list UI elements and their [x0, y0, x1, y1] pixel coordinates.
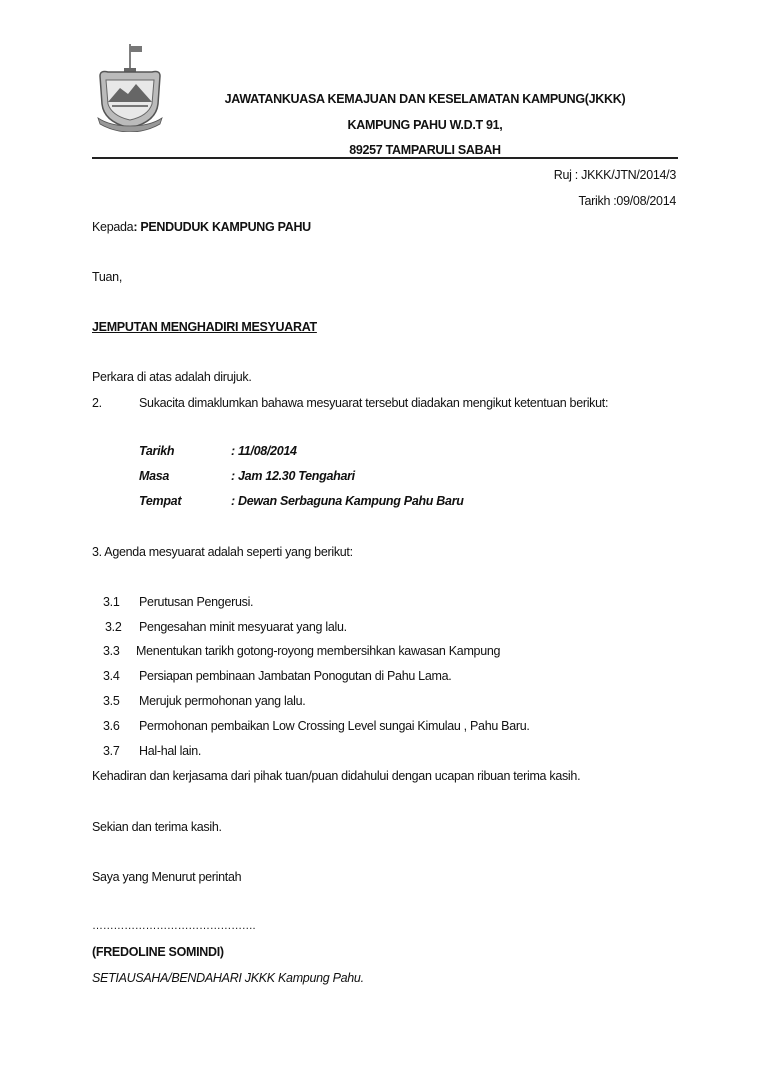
agenda-number: 3.3 — [103, 644, 120, 658]
closing-sekian: Sekian dan terima kasih. — [92, 820, 222, 834]
salutation: Tuan, — [92, 270, 123, 284]
subject-heading: JEMPUTAN MENGHADIRI MESYUARAT — [92, 320, 317, 334]
detail-value: : Dewan Serbaguna Kampung Pahu Baru — [231, 494, 464, 508]
recipient-line — [92, 220, 311, 234]
agenda-item: Merujuk permohonan yang lalu. — [139, 694, 306, 708]
agenda-number: 3.6 — [103, 719, 120, 733]
paragraph-2-text: Sukacita dimaklumkan bahawa mesyuarat tersebut diadakan mengikut ketentuan berikut: — [139, 396, 609, 410]
agenda-item: Menentukan tarikh gotong-royong membersihkan kawasan Kampung — [136, 644, 501, 658]
closing-perintah: Saya yang Menurut perintah — [92, 870, 242, 884]
detail-value: : 11/08/2014 — [231, 444, 297, 458]
header-address-line1: KAMPUNG PAHU W.D.T 91, — [347, 118, 503, 132]
agenda-item: Hal-hal lain. — [139, 744, 202, 758]
agenda-item: Persiapan pembinaan Jambatan Ponogutan di Pahu Lama. — [139, 669, 452, 683]
letter-date: Tarikh :09/08/2014 — [578, 194, 676, 208]
header-org-name: JAWATANKUASA KEMAJUAN DAN KESELAMATAN KAMPUNG(JKKK) — [224, 92, 626, 106]
signer-name: (FREDOLINE SOMINDI) — [92, 945, 224, 959]
recipient-name: : PENDUDUK KAMPUNG PAHU — [133, 220, 311, 234]
agenda-number: 3.5 — [103, 694, 120, 708]
detail-label: Tarikh — [139, 444, 175, 458]
signer-title: SETIAUSAHA/BENDAHARI JKKK Kampung Pahu. — [92, 971, 364, 985]
agenda-number: 3.4 — [103, 669, 120, 683]
header-divider — [92, 157, 678, 159]
agenda-item: Permohonan pembaikan Low Crossing Level sungai Kimulau , Pahu Baru. — [139, 719, 530, 733]
signature-line: ………………………………………. — [92, 920, 256, 932]
agenda-item: Perutusan Pengerusi. — [139, 595, 254, 609]
header-address-line2: 89257 TAMPARULI SABAH — [349, 143, 501, 157]
detail-label: Tempat — [139, 494, 182, 508]
agenda-number: 3.1 — [103, 595, 120, 609]
detail-label: Masa — [139, 469, 170, 483]
agenda-number: 3.2 — [105, 620, 122, 634]
paragraph-1: Perkara di atas adalah dirujuk. — [92, 370, 252, 384]
agenda-intro: 3. Agenda mesyuarat adalah seperti yang berikut: — [92, 545, 353, 559]
agenda-item: Pengesahan minit mesyuarat yang lalu. — [139, 620, 347, 634]
detail-value: : Jam 12.30 Tengahari — [231, 469, 355, 483]
paragraph-2-number: 2. — [92, 396, 102, 410]
closing-thanks: Kehadiran dan kerjasama dari pihak tuan/puan didahului dengan ucapan ribuan terima kasih. — [92, 769, 581, 783]
reference-number: Ruj : JKKK/JTN/2014/3 — [553, 168, 676, 182]
agenda-number: 3.7 — [103, 744, 120, 758]
recipient-prefix: Kepada — [92, 220, 134, 234]
